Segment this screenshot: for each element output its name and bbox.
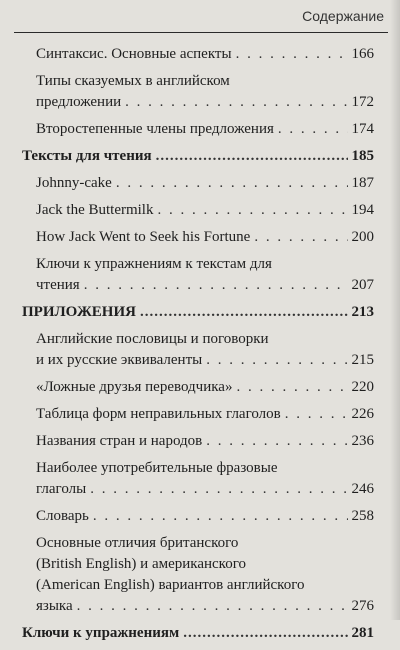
toc-page-number: 281: [351, 625, 374, 641]
toc-entry-last-line: [22, 623, 374, 644]
toc-entry: [36, 431, 374, 452]
toc-entry: [36, 227, 374, 248]
toc-entry-last-line: [36, 44, 374, 65]
dot-leader: [236, 377, 347, 398]
toc-entry-text-line: Таблица форм неправильных глаголов: [36, 406, 281, 422]
page-header: [14, 0, 388, 33]
toc-entry-text-line: ПРИЛОЖЕНИЯ: [22, 304, 136, 320]
toc-entry-last-line: [36, 506, 374, 527]
toc-entry-text-line: «Ложные друзья переводчика»: [36, 379, 233, 395]
toc-entry: [36, 533, 374, 617]
toc-section-entry: [22, 302, 374, 323]
toc-entry-last-line: [22, 146, 374, 167]
dot-leader: [93, 506, 348, 527]
toc-entry: [36, 506, 374, 527]
toc-entry-text-line: Ключи к упражнениям: [22, 625, 180, 641]
toc-page-number: 258: [351, 508, 374, 524]
toc-entry: [36, 377, 374, 398]
toc-entry-text-line: глаголы: [36, 481, 87, 497]
dot-leader: [77, 596, 348, 617]
toc-entry-text-line: Основные отличия британского: [36, 535, 239, 551]
toc-page-number: 200: [351, 229, 374, 245]
dot-leader: [116, 173, 348, 194]
dot-leader: [90, 479, 347, 500]
toc-entry-text-line: и их русские эквиваленты: [36, 352, 203, 368]
toc-page-number: 172: [351, 94, 374, 110]
toc-entry-text-line: Тексты для чтения: [22, 148, 152, 164]
toc-page-number: 220: [351, 379, 374, 395]
dot-leader: [157, 200, 347, 221]
dot-leader: [125, 92, 347, 113]
toc-entry: [36, 173, 374, 194]
toc-entry-last-line: [36, 200, 374, 221]
toc-entry-text-line: Johnny-cake: [36, 175, 112, 191]
toc-entry-last-line: [36, 479, 374, 500]
dot-leader: [285, 404, 348, 425]
running-head-title: Содержание: [302, 8, 384, 24]
toc-entry-text-line: (British English) и американского: [36, 556, 246, 572]
toc-entry-last-line: [36, 431, 374, 452]
toc-page-number: 213: [351, 304, 374, 320]
dot-leader: [84, 275, 348, 296]
toc-entry-text-line: Словарь: [36, 508, 89, 524]
dot-leader: [183, 623, 347, 644]
toc-entry-text-line: языка: [36, 598, 73, 614]
toc-entry: [36, 254, 374, 296]
toc-entry-text-line: предложении: [36, 94, 122, 110]
toc-entry: [36, 119, 374, 140]
dot-leader: [254, 227, 347, 248]
table-of-contents: [22, 44, 374, 650]
toc-entry-text-line: (American English) вариантов английского: [36, 577, 305, 593]
toc-entry-last-line: [36, 92, 374, 113]
toc-page-number: 215: [351, 352, 374, 368]
toc-entry-last-line: [36, 377, 374, 398]
toc-entry: [36, 71, 374, 113]
toc-entry: [36, 200, 374, 221]
toc-page-number: 185: [351, 148, 374, 164]
toc-entry-last-line: [36, 173, 374, 194]
toc-entry-text-line: Jack the Buttermilk: [36, 202, 154, 218]
toc-entry-last-line: [36, 275, 374, 296]
toc-page-number: 276: [351, 598, 374, 614]
toc-page-number: 226: [351, 406, 374, 422]
toc-entry-last-line: [36, 596, 374, 617]
toc-section-entry: [22, 146, 374, 167]
toc-page-number: 187: [351, 175, 374, 191]
toc-entry: [36, 329, 374, 371]
toc-entry: [36, 458, 374, 500]
dot-leader: [206, 431, 347, 452]
toc-entry-text-line: Английские пословицы и поговорки: [36, 331, 269, 347]
toc-page-number: 174: [351, 121, 374, 137]
page-edge-shadow: [390, 0, 400, 620]
toc-section-entry: [22, 623, 374, 644]
toc-entry-last-line: [36, 119, 374, 140]
toc-page-number: 246: [351, 481, 374, 497]
dot-leader: [278, 119, 348, 140]
toc-entry-text-line: Ключи к упражнениям к текстам для: [36, 256, 272, 272]
toc-page-number: 166: [351, 46, 374, 62]
dot-leader: [236, 44, 348, 65]
toc-entry: [36, 404, 374, 425]
toc-entry-text-line: Второстепенные члены предложения: [36, 121, 274, 137]
toc-entry-last-line: [36, 227, 374, 248]
toc-entry-text-line: чтения: [36, 277, 80, 293]
toc-entry-text-line: Наиболее употребительные фразовые: [36, 460, 278, 476]
toc-page-number: 194: [351, 202, 374, 218]
toc-entry-text-line: How Jack Went to Seek his Fortune: [36, 229, 251, 245]
toc-entry-last-line: [36, 404, 374, 425]
toc-page-number: 236: [351, 433, 374, 449]
dot-leader: [206, 350, 347, 371]
toc-entry-last-line: [22, 302, 374, 323]
toc-entry-text-line: Названия стран и народов: [36, 433, 203, 449]
dot-leader: [156, 146, 348, 167]
toc-page-number: 207: [351, 277, 374, 293]
toc-entry-last-line: [36, 350, 374, 371]
toc-entry-text-line: Типы сказуемых в английском: [36, 73, 230, 89]
dot-leader: [140, 302, 348, 323]
toc-entry: [36, 44, 374, 65]
toc-entry-text-line: Синтаксис. Основные аспекты: [36, 46, 232, 62]
